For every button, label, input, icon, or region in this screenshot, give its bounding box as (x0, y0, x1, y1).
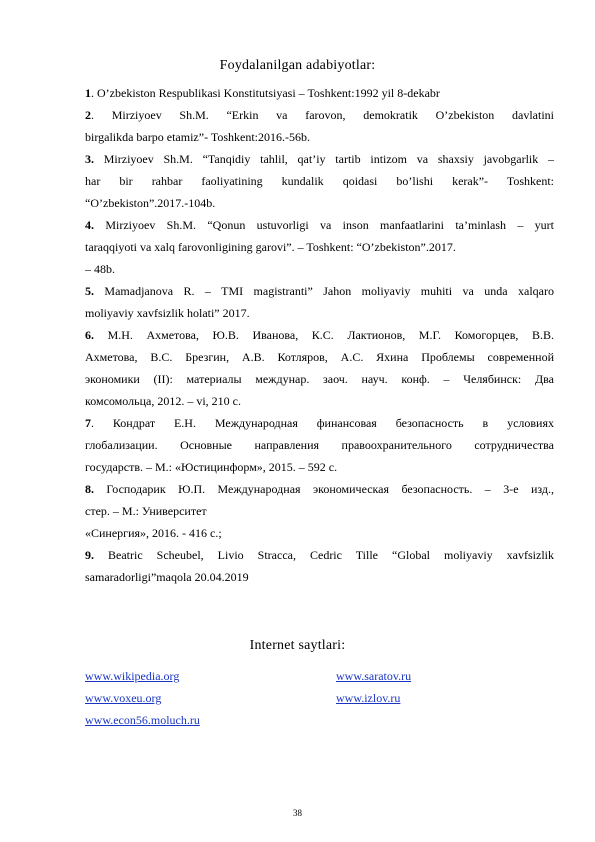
reference-line: har bir rahbar faoliyatining kundalik qoidasi bo’lishi kerak”- Toshkent: (85, 174, 554, 188)
reference-number: 2 (85, 108, 91, 122)
reference-line: Ахметова, В.С. Брезгин, А.В. Котляров, А.С. Яхина Проблемы современной (85, 350, 554, 364)
reference-line: 6. М.Н. Ахметова, Ю.В. Иванова, К.С. Лактионов, М.Г. Комогорцев, В.В. (85, 328, 554, 342)
reference-line: глобализации. Основные направления правоохранительного сотрудничества (85, 438, 554, 452)
reference-item (85, 324, 554, 412)
reference-item (85, 214, 554, 280)
reference-line: экономики (II): материалы междунар. заоч. науч. конф. – Челябинск: Два (85, 372, 554, 386)
reference-line: 7. Кондрат Е.Н. Международная финансовая безопасность в условиях (85, 416, 554, 430)
reference-line: 8. Господарик Ю.П. Международная экономическая безопасность. – 3-е изд., (85, 482, 554, 496)
link-wikipedia[interactable]: www.wikipedia.org (85, 669, 180, 683)
reference-item (85, 82, 554, 104)
reference-item (85, 478, 554, 544)
link-row (85, 665, 554, 687)
reference-line: «Синергия», 2016. - 416 с.; (85, 526, 222, 540)
internet-sites-heading: Internet saytlari: (249, 638, 346, 653)
reference-line: “O’zbekiston”.2017.-104b. (85, 196, 216, 210)
reference-item (85, 544, 554, 588)
reference-line: стер. – М.: Университет (85, 504, 207, 518)
reference-number: 7 (85, 416, 91, 430)
reference-number: 1 (85, 86, 91, 100)
reference-line: государств. – М.: «Юстицинформ», 2015. – 592 с. (85, 460, 338, 474)
reference-number: 6. (85, 328, 94, 342)
reference-line: комсомольца, 2012. – vi, 210 с. (85, 394, 241, 408)
reference-line: 4. Mirziyoev Sh.M. “Qonun ustuvorligi va inson manfaatlarini ta’minlash – yurt (85, 218, 554, 232)
page-number: 38 (293, 808, 302, 818)
reference-line: samaradorligi”maqola 20.04.2019 (85, 570, 249, 584)
reference-list (85, 82, 554, 588)
reference-line: – 48b. (85, 262, 115, 276)
link-row (85, 687, 554, 709)
reference-item (85, 148, 554, 214)
reference-line: taraqqiyoti va xalq farovonligining garovi”. – Toshkent: “O’zbekiston”.2017. (85, 240, 456, 254)
link-econ56[interactable]: www.econ56.moluch.ru (85, 713, 200, 727)
link-izlov[interactable]: www.izlov.ru (336, 691, 401, 705)
reference-line: 5. Mamadjanova R. – TMI magistranti” Jahon moliyaviy muhiti va unda xalqaro (85, 284, 554, 298)
reference-line: 9. Beatric Scheubel, Livio Stracca, Cedric Tille “Global moliyaviy xavfsizlik (85, 548, 554, 562)
reference-number: 9. (85, 548, 94, 562)
reference-number: 3. (85, 152, 94, 166)
reference-item (85, 104, 554, 148)
link-voxeu[interactable]: www.voxeu.org (85, 691, 162, 705)
reference-number: 4. (85, 218, 94, 232)
reference-item (85, 412, 554, 478)
reference-line: birgalikda barpo etamiz”- Toshkent:2016.-56b. (85, 130, 310, 144)
reference-item (85, 280, 554, 324)
reference-line: 3. Mirziyoev Sh.M. “Tanqidiy tahlil, qat’iy tartib intizom va shaxsiy javobgarlik – (85, 152, 554, 166)
link-row (85, 709, 554, 731)
page-title: Foydalanilgan adabiyotlar: (219, 58, 376, 73)
reference-number: 8. (85, 482, 94, 496)
reference-line: moliyaviy xavfsizlik holati” 2017. (85, 306, 250, 320)
reference-number: 5. (85, 284, 94, 298)
reference-line: 2. Mirziyoev Sh.M. “Erkin va farovon, demokratik O’zbekiston davlatini (85, 108, 554, 122)
link-saratov[interactable]: www.saratov.ru (336, 669, 412, 683)
website-links (85, 665, 554, 731)
reference-line: 1. O’zbekiston Respublikasi Konstitutsiyasi – Toshkent:1992 yil 8-dekabr (85, 86, 440, 100)
